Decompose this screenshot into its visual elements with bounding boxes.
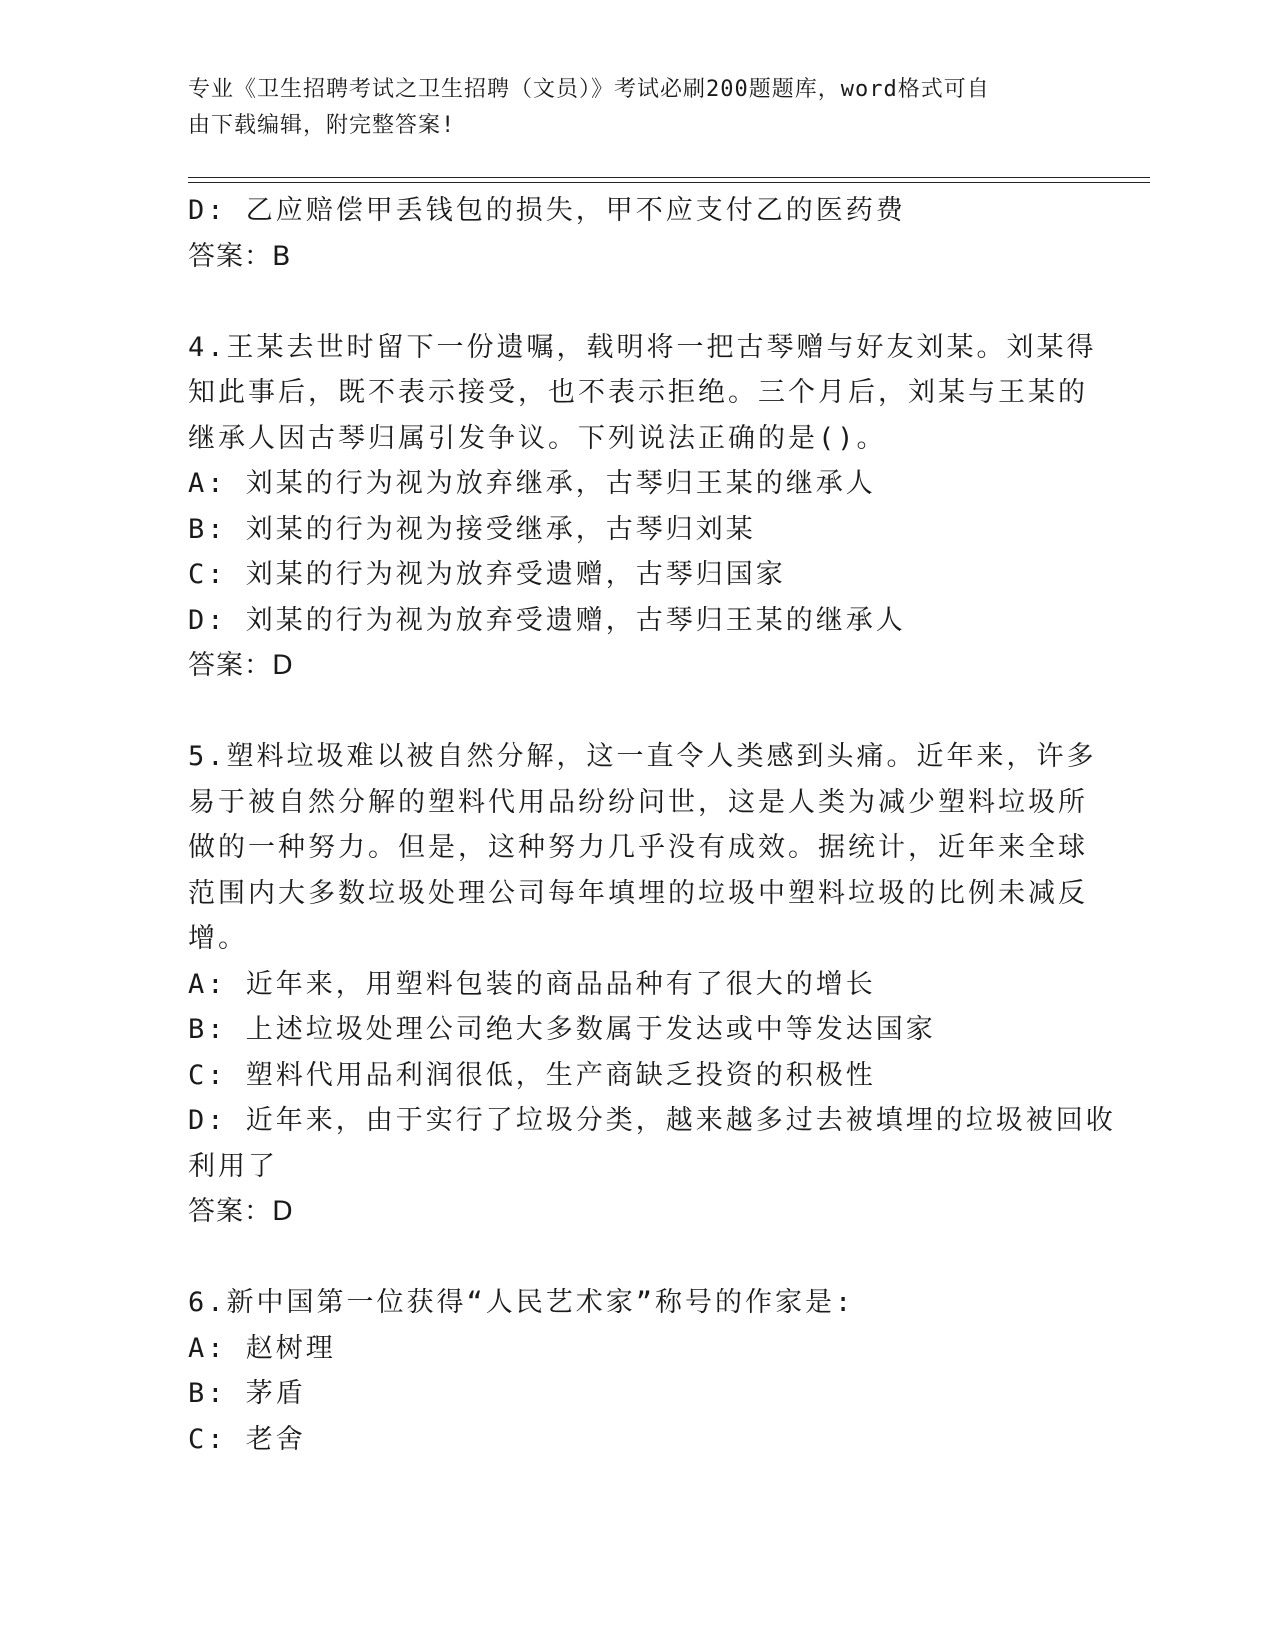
question-stem-line: 增。 [188, 923, 248, 954]
question-stem-line: 4.王某去世时留下一份遗嘱，载明将一把古琴赠与好友刘某。刘某得 [188, 331, 1097, 363]
option-a: A: 刘某的行为视为放弃继承，古琴归王某的继承人 [188, 468, 876, 499]
document-header [188, 72, 1068, 144]
option-b: B: 茅盾 [188, 1378, 306, 1409]
answer: 答案：B [188, 240, 292, 272]
question-stem-line: 范围内大多数垃圾处理公司每年填埋的垃圾中塑料垃圾的比例未减反 [188, 877, 1088, 909]
header-line-1: 专业《卫生招聘考试之卫生招聘（文员）》考试必刷200题题库，word格式可自 [188, 77, 990, 102]
spacer [188, 1235, 1088, 1281]
answer: 答案：D [188, 650, 294, 681]
question-stem-line: 易于被自然分解的塑料代用品纷纷问世，这是人类为减少塑料垃圾所 [188, 786, 1088, 818]
option-d: D: 近年来，由于实行了垃圾分类，越来越多过去被填埋的垃圾被回收 [188, 1105, 1116, 1136]
question-5 [188, 734, 1116, 1235]
spacer [188, 689, 1088, 735]
header-line-2: 由下载编辑，附完整答案! [188, 113, 456, 138]
question-3-tail [188, 188, 1088, 279]
question-stem-line: 做的一种努力。但是，这种努力几乎没有成效。据统计，近年来全球 [188, 832, 1088, 863]
option-c: C: 塑料代用品利润很低，生产商缺乏投资的积极性 [188, 1059, 876, 1091]
option-c: C: 刘某的行为视为放弃受遗赠，古琴归国家 [188, 559, 786, 590]
option-d: D: 刘某的行为视为放弃受遗赠，古琴归王某的继承人 [188, 604, 906, 636]
question-4 [188, 325, 1097, 689]
option-a: A: 近年来，用塑料包装的商品品种有了很大的增长 [188, 968, 876, 1000]
question-content [188, 188, 1116, 1462]
option-c: C: 老舍 [188, 1423, 306, 1455]
question-6 [188, 1280, 1088, 1462]
question-stem-line: 继承人因古琴归属引发争议。下列说法正确的是()。 [188, 422, 887, 454]
option-b: B: 刘某的行为视为接受继承，古琴归刘某 [188, 513, 756, 545]
question-stem-line: 6.新中国第一位获得“人民艺术家”称号的作家是: [188, 1287, 855, 1318]
question-stem-line: 知此事后，既不表示接受，也不表示拒绝。三个月后，刘某与王某的 [188, 377, 1088, 408]
option-a: A: 赵树理 [188, 1332, 336, 1364]
spacer [188, 279, 1088, 325]
answer: 答案：D [188, 1196, 294, 1227]
option-b: B: 上述垃圾处理公司绝大多数属于发达或中等发达国家 [188, 1014, 936, 1045]
option-d-continued: 利用了 [188, 1150, 278, 1182]
header-divider-bottom [188, 182, 1150, 183]
header-divider-top [188, 177, 1150, 178]
question-stem-line: 5.塑料垃圾难以被自然分解，这一直令人类感到头痛。近年来，许多 [188, 741, 1097, 772]
option-d: D: 乙应赔偿甲丢钱包的损失，甲不应支付乙的医药费 [188, 195, 906, 226]
